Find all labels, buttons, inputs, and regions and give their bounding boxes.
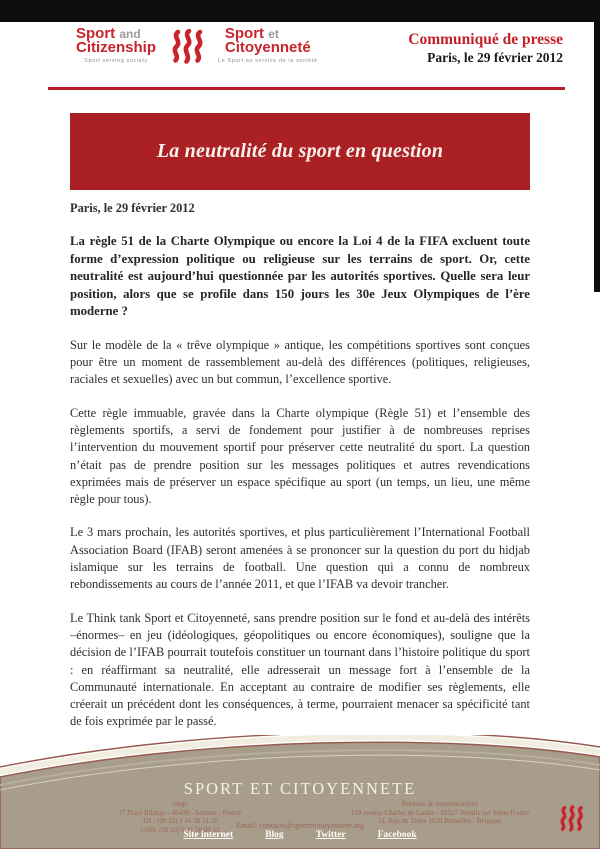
siege-line: Tél : (00 33) 2 41 38 51 26 (142, 817, 218, 826)
logo-conjunction: and (119, 27, 141, 41)
document-type-label: Communiqué de presse (408, 31, 563, 48)
siege-line: 17 Place Bilange - 49400 - Saumur - France (118, 808, 242, 817)
siege-title: Siège (172, 800, 188, 808)
logo-word: Citizenship (76, 39, 157, 56)
footer-email: Email: contacts@sportetcitoyennete.org (235, 821, 365, 830)
title-banner (70, 113, 530, 190)
header-date: Paris, le 29 février 2012 (427, 50, 563, 65)
bureaux-line: 51, Rue du Trône 1050 Bruxelles - Belgique (377, 817, 503, 826)
logo-tagline: Sport serving society (84, 58, 148, 64)
sss-logo-icon (557, 805, 587, 838)
footer-links (0, 830, 600, 840)
paragraph: Le Think tank Sport et Citoyenneté, sans prendre position sur le fond et au-delà des intérêts –énormes– en jeu (idéologiques, géopolitiques ou encore économiques), souligne que la décision de l’IFAB pourrait toutefois constituer un tournant dans l’histoire politique du sport : en réaffirmant sa neutralité, elle adresserait un message fort à l’ensemble de la Communauté internationale. En acceptant au contraire de modifier ses règlements, elle créerait un précédent dont les conséquences, à terme, pourraient menacer sa spécificité tant de fois exprimée par le passé. (70, 610, 530, 729)
paragraph: Sur le modèle de la « trêve olympique » antique, les compétitions sportives sont conçues pour être un moment de rassemblement au-delà des différences (politiques, religieuses, raciales et sexuelles) avec un but commun, l’excellence sportive. (70, 337, 530, 387)
logo-sport-et-citoyennete (218, 27, 318, 64)
twitter-link[interactable]: Twitter (315, 830, 346, 840)
paragraph-lead: La règle 51 de la Charte Olympique ou encore la Loi 4 de la FIFA excluent toute forme d’expression politique ou religieuse sur les terrains de sport. Or, cette neutralité est aujourd’hui questionnée par les autorités sportives. Quelle sera leur position, alors que se profile dans 150 jours les 30e Jeux Olympiques de l’ère moderne ? (70, 234, 530, 319)
blog-link[interactable]: Blog (265, 830, 284, 840)
sss-logo-icon (168, 29, 208, 70)
footer (0, 735, 600, 849)
logo-sport-and-citizenship (76, 27, 156, 64)
paragraph: Cette règle immuable, gravée dans la Charte olympique (Règle 51) et l’ensemble des règlements sportifs, a servi de fondement pour justifier à de nombreuses reprises l’intervention du mouvement sportif pour préserver cette neutralité du sport. La question n’était pas de prendre position sur les messages politiques et autres revendications exprimées mais de préserver un espace spécifique au sport (un temps, un lieu, une même règle pour tous). (70, 405, 530, 507)
site-internet-link[interactable]: Site internet (183, 830, 234, 840)
header-logos (76, 27, 318, 70)
paragraph: Le 3 mars prochain, les autorités sportives, et plus particulièrement l’International Football Association Board (IFAB) seront amenées à se prononcer sur la question du port du hidjab islamique sur les terrains de football. Une question qui a connu de nombreux rebondissements au cours de l’année 2011, et que l’IFAB va devoir trancher. (70, 525, 530, 592)
top-scan-bar (0, 0, 600, 22)
logo-text (225, 27, 311, 55)
press-release-body (70, 200, 530, 747)
siege-line: GSM: (00 33) 6 31 50 69 12 (140, 825, 220, 834)
logo-word: Sport (224, 25, 265, 42)
right-scan-bar (594, 0, 600, 292)
page-title: La neutralité du sport en question (156, 140, 444, 162)
dateline: Paris, le 29 février 2012 (70, 201, 195, 215)
header-meta (408, 31, 563, 66)
bureaux-title: Bureaux de représentations (401, 800, 479, 808)
bureaux-line: 159 avenue Charles de Gaulle - 92527 Neuilly sur Seine France (350, 808, 530, 817)
logo-word: Sport (76, 25, 116, 42)
logo-word: Citoyenneté (224, 39, 311, 56)
footer-org-name: SPORT ET CITOYENNETE (183, 779, 417, 798)
logo-text (76, 27, 156, 55)
header-divider-rule (48, 87, 565, 90)
logo-conjunction: et (268, 27, 279, 41)
logo-tagline: Le Sport au service de la société (218, 58, 318, 64)
facebook-link[interactable]: Facebook (377, 830, 417, 840)
